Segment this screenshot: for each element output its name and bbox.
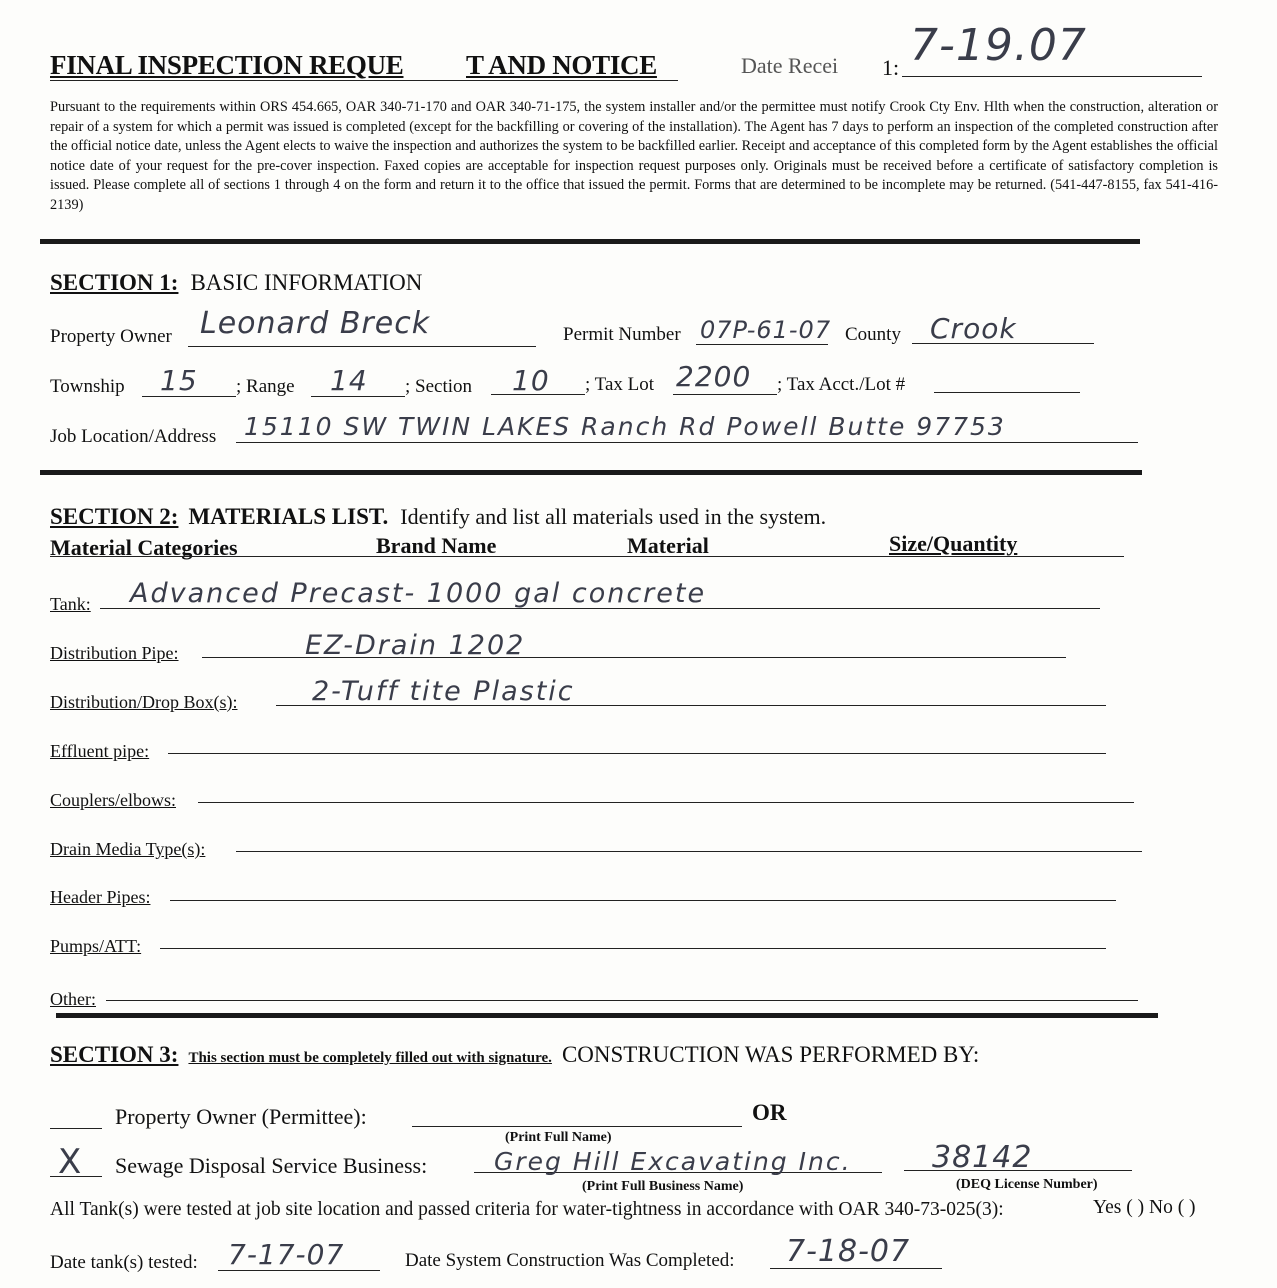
header-pipes-line — [170, 900, 1116, 901]
date-tested-field[interactable]: 7-17-07 — [228, 1238, 345, 1271]
tank-field[interactable]: Advanced Precast- 1000 gal concrete — [130, 578, 707, 609]
pumps-line — [160, 948, 1106, 949]
license-field[interactable]: 38142 — [932, 1140, 1033, 1175]
section1-title: BASIC INFORMATION — [190, 270, 423, 295]
drain-media-line — [236, 851, 1142, 852]
section-divider — [40, 239, 1140, 244]
tank-test-yes-no[interactable]: Yes ( ) No ( ) — [1093, 1197, 1196, 1218]
other-line — [106, 1000, 1138, 1001]
section2-heading: SECTION 2: — [50, 504, 179, 529]
section3-header — [50, 1042, 979, 1068]
intro-paragraph: Pursuant to the requirements within ORS 454.665, OAR 340-71-170 and OAR 340-71-175, the system installer and/or the permittee must notify Crook Cty Env. Hlth when the construction, alteration or repair of a system for which a permit was issued is completed (except for the backfilling or covering of the installation). The Agent has 7 days to perform an inspection of the completed construction after the official notice date, unless the Agent elects to waive the inspection and authorizes the system to be backfilled earlier. Receipt and acceptance of this completed form by the Agent establishes the official notice date of your request for the pre-cover inspection. Faxed copies are acceptable for inspection request purposes only. Originals must be received before a certificate of satisfactory completion is issued. Please complete all of sections 1 through 4 on the form and return it to the office that issued the permit. Forms that are determined to be incomplete may be returned. (541-447-8155, fax 541-416-2139) — [50, 99, 1218, 213]
distribution-box-field[interactable]: 2-Tuff tite Plastic — [312, 676, 575, 707]
or-label: OR — [752, 1100, 787, 1125]
effluent-pipe-line — [168, 753, 1106, 754]
drain-media-label: Drain Media Type(s): — [50, 839, 206, 859]
property-owner-field[interactable]: Leonard Breck — [200, 306, 431, 341]
tax-lot-field[interactable]: 2200 — [676, 360, 752, 393]
section2-title: MATERIALS LIST. — [188, 504, 389, 529]
township-label: Township — [50, 376, 125, 397]
range-field[interactable]: 14 — [330, 364, 368, 397]
property-owner-label: Property Owner — [50, 326, 172, 347]
distribution-pipe-field[interactable]: EZ-Drain 1202 — [305, 630, 526, 661]
distribution-pipe-label: Distribution Pipe: — [50, 643, 179, 663]
couplers-line — [198, 802, 1134, 803]
section3-note: This section must be completely filled out with signature. — [188, 1050, 552, 1066]
permit-number-line — [696, 344, 828, 345]
county-label: County — [845, 324, 901, 345]
date-received-value[interactable]: 7-19.07 — [910, 20, 1087, 71]
other-label: Other: — [50, 989, 96, 1009]
tax-acct-label: ; Tax Acct./Lot # — [777, 374, 906, 395]
form-title: FINAL INSPECTION REQUE — [50, 50, 404, 80]
section2-header — [50, 504, 826, 530]
section1-heading: SECTION 1: — [50, 270, 179, 295]
col-brand-name: Brand Name — [376, 533, 497, 558]
form-title-rest: T AND NOTICE — [466, 50, 657, 80]
date-received-line — [902, 76, 1202, 77]
col-material: Material — [627, 533, 709, 558]
owner-option-label: Property Owner (Permittee): — [115, 1104, 367, 1129]
permit-number-field[interactable]: 07P-61-07 — [700, 316, 832, 344]
owner-name-line — [412, 1126, 742, 1127]
pumps-label: Pumps/ATT: — [50, 936, 142, 956]
tax-lot-line — [673, 394, 777, 395]
distribution-box-label: Distribution/Drop Box(s): — [50, 692, 238, 712]
section-field[interactable]: 10 — [512, 364, 550, 397]
county-field[interactable]: Crook — [930, 312, 1017, 345]
job-location-line — [236, 442, 1138, 443]
township-field[interactable]: 15 — [160, 364, 198, 397]
business-check-line — [50, 1176, 102, 1177]
owner-check-line[interactable] — [50, 1128, 102, 1129]
header-pipes-label: Header Pipes: — [50, 887, 151, 907]
date-completed-label: Date System Construction Was Completed: — [405, 1250, 735, 1271]
tank-label: Tank: — [50, 594, 91, 614]
permit-number-label: Permit Number — [563, 324, 681, 345]
section1-header — [50, 270, 422, 296]
title-underline — [50, 80, 678, 81]
business-option-label: Sewage Disposal Service Business: — [115, 1153, 428, 1178]
date-completed-field[interactable]: 7-18-07 — [786, 1234, 911, 1269]
section-label: ; Section — [405, 376, 473, 397]
section-divider — [56, 1013, 1158, 1018]
effluent-pipe-label: Effluent pipe: — [50, 741, 150, 761]
date-received-label: Date Recei — [741, 53, 839, 78]
tax-acct-line — [934, 392, 1080, 393]
tank-test-statement: All Tank(s) were tested at job site location and passed criteria for water-tightness in accordance with OAR 340-73-025(3): — [50, 1199, 1004, 1220]
section3-title: CONSTRUCTION WAS PERFORMED BY: — [561, 1042, 980, 1067]
range-label: ; Range — [236, 376, 295, 397]
section2-instructions: Identify and list all materials used in the system. — [400, 504, 827, 529]
section3-heading: SECTION 3: — [50, 1042, 179, 1067]
tax-lot-label: ; Tax Lot — [585, 374, 655, 395]
deq-license-caption: (DEQ License Number) — [956, 1177, 1098, 1192]
section-divider — [40, 470, 1142, 475]
job-location-field[interactable]: 15110 SW TWIN LAKES Ranch Rd Powell Butte 97753 — [244, 412, 1006, 441]
date-tested-label: Date tank(s) tested: — [50, 1252, 198, 1273]
print-full-name-caption: (Print Full Name) — [505, 1130, 612, 1145]
print-business-name-caption: (Print Full Business Name) — [582, 1179, 744, 1194]
business-check-mark[interactable]: X — [58, 1142, 83, 1182]
business-name-field[interactable]: Greg Hill Excavating Inc. — [494, 1147, 852, 1176]
couplers-label: Couplers/elbows: — [50, 790, 176, 810]
job-location-label: Job Location/Address — [50, 426, 217, 447]
date-received-colon: 1: — [882, 55, 900, 80]
property-owner-line — [188, 346, 536, 347]
col-material-categories: Material Categories — [50, 535, 238, 560]
columns-underline — [50, 556, 1124, 557]
col-size-quantity: Size/Quantity — [889, 531, 1018, 556]
